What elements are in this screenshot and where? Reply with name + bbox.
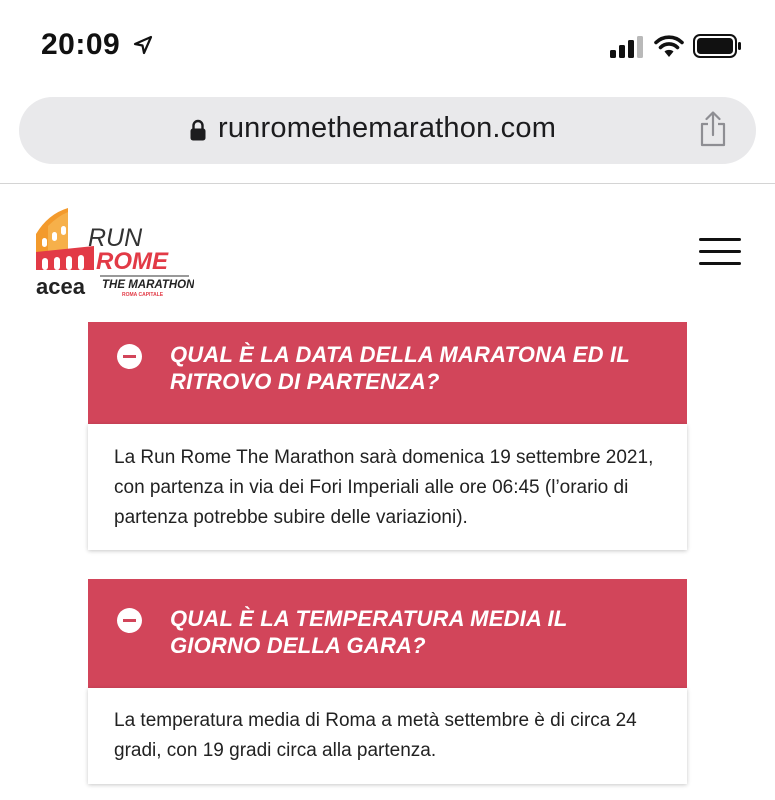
faq-answer-panel: [88, 424, 687, 550]
logo-roma-capitale-text: ROMA CAPITALE: [122, 292, 164, 298]
lock-icon: [190, 119, 206, 141]
status-bar: [0, 0, 775, 92]
browser-divider: [0, 183, 775, 184]
status-time: 20:09: [41, 28, 121, 61]
collapse-minus-icon[interactable]: [117, 608, 142, 633]
address-bar[interactable]: [19, 97, 756, 164]
faq-question-header[interactable]: [88, 322, 687, 424]
hamburger-menu-icon[interactable]: [699, 238, 741, 266]
collapse-minus-icon[interactable]: [117, 344, 142, 369]
faq-answer-text: La Run Rome The Marathon sarà domenica 19 settembre 2021, con partenza in via dei Fori Imperiali alle ore 06:45 (l’orario di partenza potrebbe subire delle variazioni).: [114, 447, 654, 528]
logo-run-text: RUN: [88, 224, 143, 252]
run-rome-marathon-logo[interactable]: [34, 206, 194, 298]
faq-answer-text: La temperatura media di Roma a metà settembre è di circa 24 gradi, con 19 gradi circa alla partenza.: [114, 710, 637, 761]
faq-question-header[interactable]: [88, 579, 687, 688]
battery-icon: [693, 33, 743, 59]
wifi-icon: [654, 34, 684, 58]
faq-item: [88, 322, 687, 550]
logo-rome-text: ROME: [96, 248, 168, 275]
faq-item: [88, 579, 687, 784]
cellular-signal-icon: [610, 36, 646, 58]
url-text[interactable]: runromethemarathon.com: [218, 112, 557, 144]
share-icon[interactable]: [699, 111, 727, 147]
logo-acea-text: acea: [36, 274, 85, 298]
logo-the-marathon-text: THE MARATHON: [102, 279, 194, 291]
faq-question-text[interactable]: QUAL È LA TEMPERATURA MEDIA IL GIORNO DELLA GARA?: [170, 606, 568, 658]
faq-answer-panel: [88, 688, 687, 784]
location-arrow-icon: [133, 35, 153, 55]
faq-question-text[interactable]: QUAL È LA DATA DELLA MARATONA ED IL RITROVO DI PARTENZA?: [170, 342, 630, 394]
